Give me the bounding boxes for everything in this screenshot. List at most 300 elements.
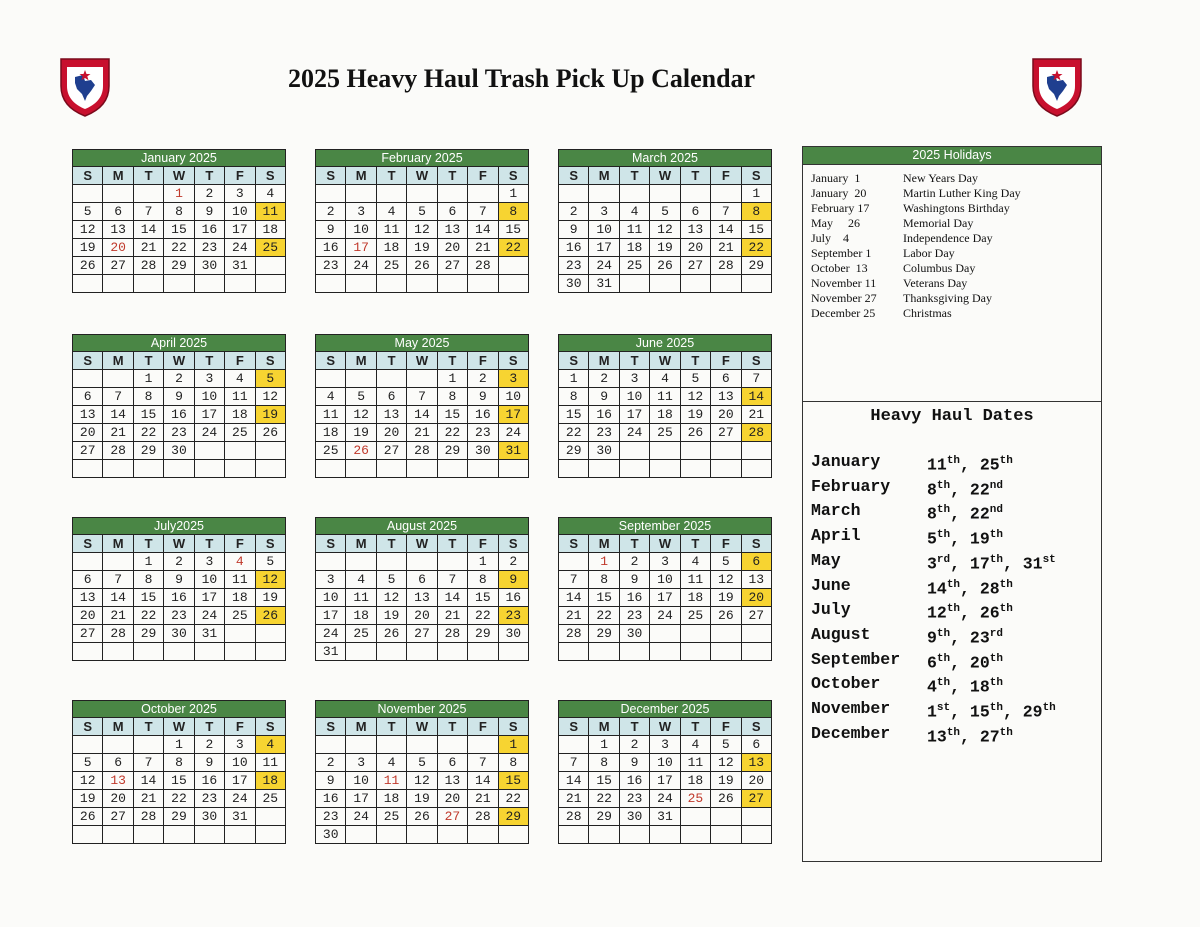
day-cell: 15	[164, 772, 194, 790]
day-cell: 25	[346, 625, 376, 643]
day-cell: 26	[407, 257, 437, 275]
day-cell: 22	[498, 790, 528, 808]
day-cell: 12	[407, 221, 437, 239]
day-cell: 25	[650, 424, 680, 442]
day-cell: 27	[711, 424, 741, 442]
haul-date-number: 29	[1022, 702, 1043, 722]
day-cell: 27	[741, 607, 771, 625]
day-cell: 18	[225, 406, 255, 424]
day-cell: 26	[73, 257, 103, 275]
empty-cell	[376, 185, 406, 203]
empty-cell	[164, 275, 194, 293]
empty-cell	[73, 185, 103, 203]
empty-cell	[589, 460, 619, 478]
day-cell: 15	[559, 406, 589, 424]
day-cell: 10	[346, 772, 376, 790]
day-cell: 6	[103, 203, 133, 221]
day-cell: 18	[376, 790, 406, 808]
month-title: December 2025	[559, 701, 772, 718]
day-cell: 20	[680, 239, 710, 257]
holiday-date: January 20	[811, 186, 867, 200]
day-cell: 3	[316, 571, 346, 589]
day-cell: 21	[407, 424, 437, 442]
day-cell: 1	[498, 185, 528, 203]
heavy-haul-dates: 9th, 23rd	[927, 627, 1003, 648]
day-cell: 23	[619, 607, 649, 625]
holiday-date: November 27	[811, 291, 877, 305]
month-title: July2025	[73, 518, 286, 535]
haul-date-suffix: nd	[989, 504, 1003, 517]
weekday-header: S	[316, 352, 346, 370]
day-cell: 13	[741, 571, 771, 589]
holiday-date: February 17	[811, 201, 870, 215]
empty-cell	[468, 826, 498, 844]
haul-date-number: 20	[969, 653, 990, 673]
day-cell: 2	[164, 553, 194, 571]
empty-cell	[346, 736, 376, 754]
day-cell: 25	[255, 790, 285, 808]
day-cell: 19	[255, 589, 285, 607]
empty-cell	[225, 275, 255, 293]
day-cell: 10	[650, 571, 680, 589]
empty-cell	[437, 736, 467, 754]
holiday-item	[811, 201, 1093, 216]
empty-cell	[437, 185, 467, 203]
day-cell: 29	[164, 808, 194, 826]
heavy-haul-dates: 12th, 26th	[927, 603, 1013, 623]
empty-cell	[559, 185, 589, 203]
day-cell: 24	[346, 808, 376, 826]
day-cell: 29	[133, 625, 163, 643]
day-cell: 6	[73, 571, 103, 589]
holiday-date: November 11	[811, 276, 877, 290]
empty-cell	[650, 442, 680, 460]
month-title: March 2025	[559, 150, 772, 167]
day-cell: 27	[103, 808, 133, 826]
empty-cell	[103, 553, 133, 571]
day-cell: 25	[225, 607, 255, 625]
heavy-haul-list	[811, 451, 1056, 747]
day-cell: 13	[711, 388, 741, 406]
weekday-header: F	[225, 718, 255, 736]
empty-cell	[437, 643, 467, 661]
day-cell: 15	[741, 221, 771, 239]
day-cell: 18	[619, 239, 649, 257]
weekday-header: M	[103, 352, 133, 370]
day-cell: 30	[316, 826, 346, 844]
day-cell: 21	[133, 239, 163, 257]
day-cell: 10	[619, 388, 649, 406]
day-cell: 1	[559, 370, 589, 388]
day-cell: 1	[741, 185, 771, 203]
day-cell: 28	[559, 808, 589, 826]
day-cell: 10	[589, 221, 619, 239]
heavy-haul-month: December	[811, 723, 891, 743]
day-cell: 31	[498, 442, 528, 460]
day-cell: 16	[498, 589, 528, 607]
day-cell: 21	[437, 607, 467, 625]
empty-cell	[376, 826, 406, 844]
empty-cell	[255, 275, 285, 293]
empty-cell	[559, 553, 589, 571]
weekday-header: W	[164, 718, 194, 736]
day-cell: 30	[498, 625, 528, 643]
weekday-header: T	[680, 352, 710, 370]
haul-date-suffix: th	[989, 652, 1003, 665]
day-cell: 7	[559, 754, 589, 772]
empty-cell	[407, 370, 437, 388]
day-cell: 21	[711, 239, 741, 257]
weekday-header: S	[73, 352, 103, 370]
holiday-date: October 13	[811, 261, 868, 275]
day-cell: 14	[559, 589, 589, 607]
day-cell: 7	[103, 571, 133, 589]
day-cell: 13	[103, 221, 133, 239]
weekday-header: M	[346, 167, 376, 185]
day-cell: 15	[133, 406, 163, 424]
empty-cell	[437, 460, 467, 478]
weekday-header: M	[589, 167, 619, 185]
day-cell: 23	[498, 607, 528, 625]
holiday-name: Martin Luther King Day	[903, 186, 1021, 200]
holiday-name: Labor Day	[903, 246, 955, 260]
empty-cell	[711, 808, 741, 826]
day-cell: 25	[376, 808, 406, 826]
day-cell: 8	[133, 571, 163, 589]
day-cell: 8	[468, 571, 498, 589]
empty-cell	[133, 460, 163, 478]
day-cell: 10	[225, 754, 255, 772]
month-title: October 2025	[73, 701, 286, 718]
day-cell: 31	[225, 808, 255, 826]
day-cell: 9	[589, 388, 619, 406]
day-cell: 10	[346, 221, 376, 239]
day-cell: 7	[741, 370, 771, 388]
weekday-header: T	[619, 167, 649, 185]
day-cell: 28	[468, 257, 498, 275]
day-cell: 22	[559, 424, 589, 442]
day-cell: 25	[376, 257, 406, 275]
day-cell: 27	[407, 625, 437, 643]
empty-cell	[73, 736, 103, 754]
haul-date-number: 31	[1022, 554, 1043, 574]
month-calendar	[315, 334, 529, 478]
day-cell: 3	[346, 203, 376, 221]
day-cell: 8	[164, 754, 194, 772]
empty-cell	[407, 460, 437, 478]
empty-cell	[194, 643, 224, 661]
weekday-header: T	[376, 535, 406, 553]
weekday-header: W	[407, 718, 437, 736]
day-cell: 22	[164, 790, 194, 808]
day-cell: 13	[407, 589, 437, 607]
day-cell: 17	[650, 772, 680, 790]
holiday-item	[811, 186, 1093, 201]
weekday-header: S	[559, 352, 589, 370]
weekday-header: W	[650, 167, 680, 185]
haul-date-suffix: th	[946, 603, 961, 616]
panel-divider	[803, 401, 1101, 402]
haul-date-suffix: th	[936, 627, 951, 640]
day-cell: 21	[741, 406, 771, 424]
empty-cell	[164, 643, 194, 661]
day-cell: 21	[103, 607, 133, 625]
empty-cell	[559, 736, 589, 754]
day-cell: 27	[437, 808, 467, 826]
day-cell: 17	[619, 406, 649, 424]
haul-date-suffix: th	[989, 553, 1003, 566]
day-cell: 12	[407, 772, 437, 790]
side-panel	[802, 146, 1102, 862]
empty-cell	[376, 460, 406, 478]
day-cell: 30	[619, 625, 649, 643]
day-cell: 16	[468, 406, 498, 424]
day-cell: 8	[589, 571, 619, 589]
day-cell: 8	[437, 388, 467, 406]
weekday-header: T	[194, 352, 224, 370]
haul-date-number: 8	[927, 480, 937, 500]
day-cell: 23	[559, 257, 589, 275]
day-cell: 20	[741, 772, 771, 790]
empty-cell	[194, 442, 224, 460]
weekday-header: F	[225, 535, 255, 553]
weekday-header: F	[468, 718, 498, 736]
weekday-header: T	[619, 352, 649, 370]
empty-cell	[194, 275, 224, 293]
empty-cell	[164, 460, 194, 478]
month-calendar	[558, 517, 772, 661]
month-title: September 2025	[559, 518, 772, 535]
holiday-item	[811, 306, 1093, 321]
haul-date-number: 18	[969, 677, 990, 697]
day-cell: 5	[376, 571, 406, 589]
day-cell: 29	[498, 808, 528, 826]
month-calendar	[72, 517, 286, 661]
empty-cell	[619, 275, 649, 293]
day-cell: 11	[346, 589, 376, 607]
day-cell: 23	[164, 607, 194, 625]
empty-cell	[619, 826, 649, 844]
day-cell: 2	[194, 736, 224, 754]
weekday-header: W	[407, 167, 437, 185]
empty-cell	[255, 625, 285, 643]
empty-cell	[407, 553, 437, 571]
day-cell: 17	[498, 406, 528, 424]
weekday-header: T	[133, 535, 163, 553]
day-cell: 30	[194, 257, 224, 275]
day-cell: 22	[437, 424, 467, 442]
day-cell: 12	[650, 221, 680, 239]
month-calendar	[558, 700, 772, 844]
day-cell: 1	[468, 553, 498, 571]
day-cell: 26	[255, 424, 285, 442]
day-cell: 28	[741, 424, 771, 442]
weekday-header: T	[437, 352, 467, 370]
city-seal-logo-right	[1030, 56, 1084, 118]
haul-date-number: 22	[969, 504, 990, 524]
day-cell: 29	[164, 257, 194, 275]
day-cell: 7	[711, 203, 741, 221]
month-title: November 2025	[316, 701, 529, 718]
day-cell: 12	[346, 406, 376, 424]
haul-date-number: 9	[927, 628, 937, 648]
empty-cell	[711, 185, 741, 203]
day-cell: 25	[225, 424, 255, 442]
day-cell: 17	[225, 221, 255, 239]
day-cell: 29	[741, 257, 771, 275]
day-cell: 24	[498, 424, 528, 442]
heavy-haul-row	[811, 649, 1056, 674]
day-cell: 27	[741, 790, 771, 808]
haul-date-suffix: th	[999, 726, 1013, 739]
day-cell: 11	[619, 221, 649, 239]
day-cell: 12	[73, 221, 103, 239]
empty-cell	[255, 826, 285, 844]
day-cell: 19	[650, 239, 680, 257]
empty-cell	[680, 442, 710, 460]
day-cell: 5	[650, 203, 680, 221]
haul-date-suffix: th	[999, 455, 1013, 467]
weekday-header: F	[711, 167, 741, 185]
day-cell: 11	[680, 571, 710, 589]
day-cell: 11	[255, 754, 285, 772]
empty-cell	[468, 460, 498, 478]
empty-cell	[103, 370, 133, 388]
day-cell: 20	[711, 406, 741, 424]
empty-cell	[650, 185, 680, 203]
heavy-haul-month: August	[811, 624, 871, 644]
day-cell: 31	[316, 643, 346, 661]
empty-cell	[376, 553, 406, 571]
day-cell: 16	[164, 406, 194, 424]
empty-cell	[133, 275, 163, 293]
day-cell: 2	[316, 203, 346, 221]
empty-cell	[407, 826, 437, 844]
empty-cell	[741, 275, 771, 293]
day-cell: 18	[316, 424, 346, 442]
day-cell: 6	[741, 736, 771, 754]
day-cell: 31	[194, 625, 224, 643]
day-cell: 4	[346, 571, 376, 589]
day-cell: 9	[559, 221, 589, 239]
day-cell: 22	[468, 607, 498, 625]
haul-date-number: 19	[969, 529, 990, 549]
day-cell: 16	[194, 221, 224, 239]
haul-date-number: 8	[927, 504, 937, 524]
day-cell: 17	[346, 790, 376, 808]
heavy-haul-row	[811, 550, 1056, 575]
day-cell: 20	[103, 790, 133, 808]
day-cell: 19	[407, 239, 437, 257]
day-cell: 28	[103, 442, 133, 460]
day-cell: 15	[468, 589, 498, 607]
day-cell: 6	[73, 388, 103, 406]
day-cell: 16	[316, 790, 346, 808]
day-cell: 12	[711, 754, 741, 772]
empty-cell	[346, 553, 376, 571]
day-cell: 1	[437, 370, 467, 388]
empty-cell	[133, 736, 163, 754]
empty-cell	[316, 736, 346, 754]
day-cell: 20	[407, 607, 437, 625]
weekday-header: T	[680, 167, 710, 185]
day-cell: 19	[255, 406, 285, 424]
weekday-header: S	[559, 718, 589, 736]
day-cell: 6	[376, 388, 406, 406]
empty-cell	[650, 625, 680, 643]
heavy-haul-row	[811, 723, 1056, 748]
heavy-haul-row	[811, 673, 1056, 698]
empty-cell	[589, 643, 619, 661]
weekday-header: M	[589, 352, 619, 370]
day-cell: 29	[589, 808, 619, 826]
empty-cell	[73, 826, 103, 844]
day-cell: 7	[437, 571, 467, 589]
day-cell: 14	[133, 221, 163, 239]
heavy-haul-title: Heavy Haul Dates	[870, 407, 1034, 426]
empty-cell	[225, 643, 255, 661]
day-cell: 12	[255, 571, 285, 589]
empty-cell	[103, 185, 133, 203]
day-cell: 5	[346, 388, 376, 406]
day-cell: 12	[376, 589, 406, 607]
weekday-header: W	[407, 535, 437, 553]
heavy-haul-month: October	[811, 674, 881, 694]
day-cell: 13	[73, 589, 103, 607]
day-cell: 4	[376, 754, 406, 772]
month-calendar	[72, 149, 286, 293]
day-cell: 9	[468, 388, 498, 406]
day-cell: 8	[559, 388, 589, 406]
day-cell: 24	[316, 625, 346, 643]
weekday-header: T	[680, 535, 710, 553]
day-cell: 5	[255, 553, 285, 571]
empty-cell	[194, 826, 224, 844]
heavy-haul-dates: 8th, 22nd	[927, 504, 1003, 524]
day-cell: 10	[650, 754, 680, 772]
day-cell: 14	[468, 221, 498, 239]
day-cell: 19	[680, 406, 710, 424]
day-cell: 20	[741, 589, 771, 607]
day-cell: 14	[437, 589, 467, 607]
day-cell: 7	[133, 203, 163, 221]
holidays-header: 2025 Holidays	[803, 147, 1101, 165]
holiday-name: Independence Day	[903, 231, 993, 245]
haul-date-number: 15	[969, 702, 990, 722]
day-cell: 16	[619, 589, 649, 607]
empty-cell	[255, 460, 285, 478]
empty-cell	[103, 460, 133, 478]
day-cell: 24	[589, 257, 619, 275]
heavy-haul-dates: 3rd, 17th, 31st	[927, 553, 1056, 574]
month-title: April 2025	[73, 335, 286, 352]
day-cell: 22	[498, 239, 528, 257]
day-cell: 6	[407, 571, 437, 589]
empty-cell	[407, 275, 437, 293]
weekday-header: M	[346, 718, 376, 736]
heavy-haul-month: November	[811, 699, 891, 719]
heavy-haul-month: May	[811, 550, 841, 570]
heavy-haul-month: January	[811, 452, 881, 471]
day-cell: 20	[73, 424, 103, 442]
day-cell: 13	[103, 772, 133, 790]
haul-date-suffix: th	[989, 702, 1003, 715]
weekday-header: S	[498, 167, 528, 185]
day-cell: 9	[164, 571, 194, 589]
holiday-item	[811, 276, 1093, 291]
day-cell: 28	[133, 808, 163, 826]
day-cell: 23	[316, 257, 346, 275]
